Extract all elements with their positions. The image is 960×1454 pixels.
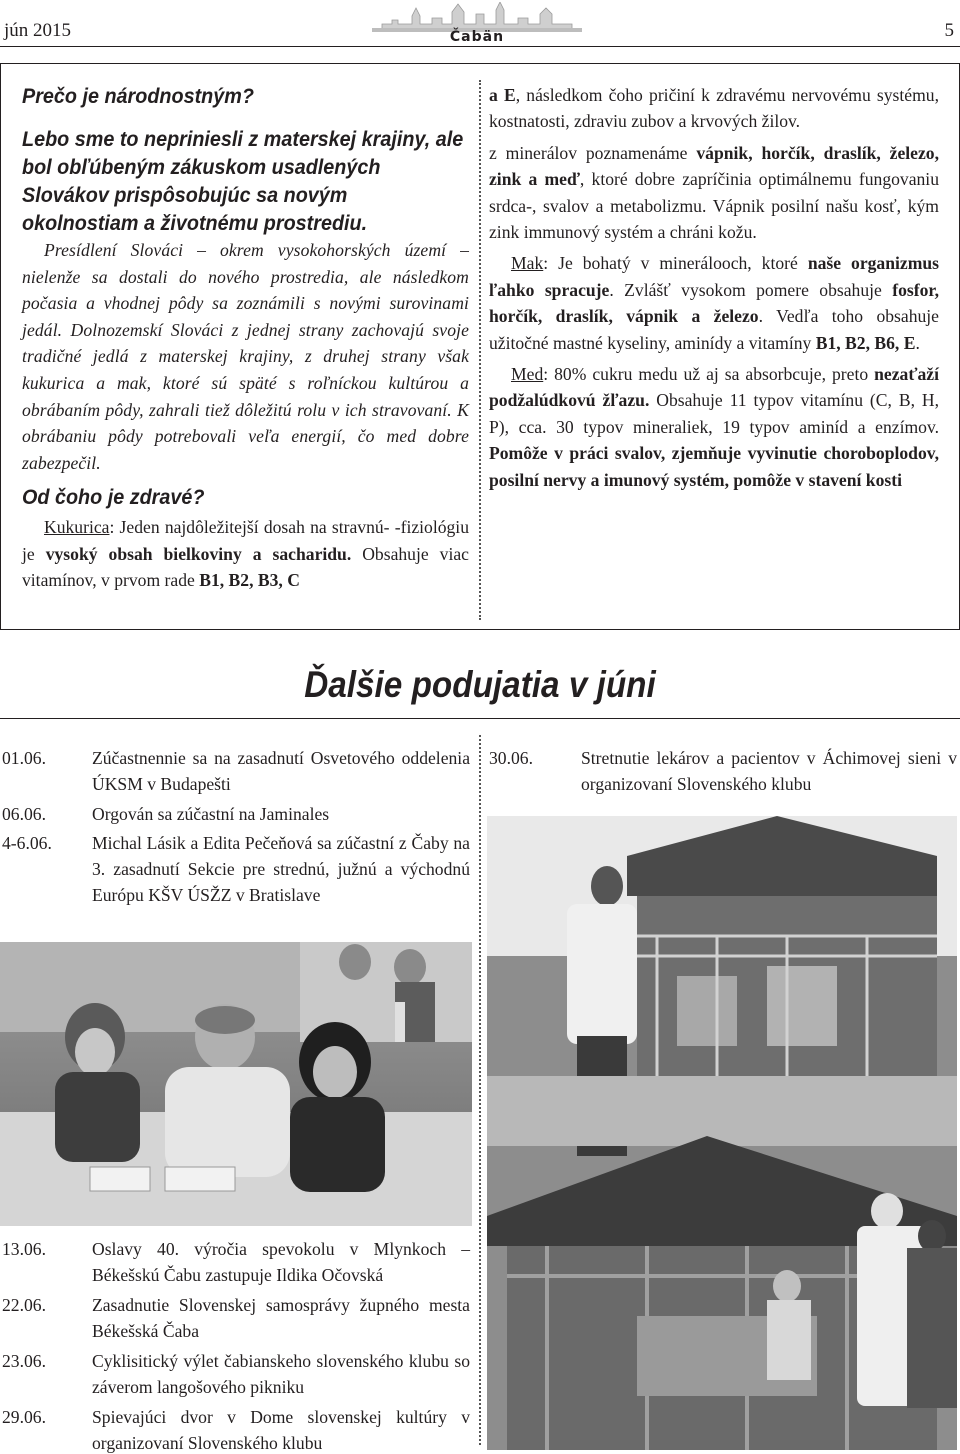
med-paragraph: Med: 80% cukru medu už aj sa absorbcuje, preto nezaťaží podžalúdkovú žľazu. Obsahuje 11 typov vitamínu (C, B, H, P), cca. 30 typov mineraliek, 19 typov aminíd a enzímov. Pomôže v práci svalov, zjemňuje vyvinutie choroboplodov, posilní nervy a imunový systém, pomôže v stavení kosti	[489, 364, 939, 490]
article-left-column	[22, 82, 469, 594]
event-item	[2, 801, 472, 827]
event-item	[2, 1348, 472, 1400]
masthead-logo	[372, 2, 582, 46]
column-divider	[479, 80, 481, 620]
issue-date: jún 2015	[4, 20, 72, 41]
minerals-paragraph: z minerálov poznamenáme vápnik, horčík, draslík, železo, zink a meď, ktoré dobre zapríčinia optimálnemu fungovaniu srdca-, svalov a metabolizmu. Vápnik posilní našu kosť, kým zink immunový systém a chráni kožu.	[489, 142, 939, 243]
event-date: 29.06.	[2, 1407, 46, 1427]
event-item	[2, 1292, 472, 1344]
event-item	[2, 1404, 472, 1452]
mak-label: Mak	[511, 253, 544, 274]
heading-healthy: Od čoho je zdravé?	[22, 485, 205, 510]
med-label: Med	[511, 364, 544, 385]
page-number: 5	[944, 20, 954, 41]
event-item	[2, 830, 472, 934]
event-date: 30.06.	[489, 748, 533, 768]
vitamin-list: B1, B2, B3, C	[199, 570, 300, 591]
heading-why: Prečo je národnostným?	[22, 84, 254, 108]
kukurica-label: Kukurica	[44, 517, 110, 538]
event-item	[489, 745, 957, 797]
event-text: Zasadnutie Slovenskej samosprávy župného mesta Békešská Čaba	[92, 1295, 470, 1341]
event-date: 22.06.	[2, 1295, 46, 1315]
masthead-title: Čabän	[449, 29, 505, 45]
section-rule	[0, 718, 960, 719]
gazebo-photo	[487, 816, 957, 1450]
event-item	[2, 1236, 472, 1288]
article-right-column	[489, 82, 939, 498]
event-text: Orgován sa zúčastní na Jaminales	[92, 804, 330, 824]
event-date: 13.06.	[2, 1239, 46, 1259]
events-section-title: Ďalšie podujatia v júni	[304, 664, 656, 705]
lead-paragraph: Lebo sme to nepriniesli z materskej krajiny, ale bol obľúbeným zákuskom usadlených Slovákov prispôsobujúc sa novým okolnostiam a životnému prostrediu.	[22, 127, 464, 235]
town-skyline-icon	[372, 2, 582, 32]
event-text: Oslavy 40. výročia spevokolu v Mlynkoch – Békešskú Čabu zastupuje Ildika Očovská	[92, 1239, 470, 1285]
mak-paragraph: Mak: Je bohatý v minerálooch, ktoré naše organizmus ľahko spracuje. Zvlášť vysokom pomere obsahuje fosfor, horčík, draslík, vápnik a železo. Vedľa toho obsahuje užitočné mastné kyseliny, aminídy a vitamíny B1, B2, B6, E.	[489, 253, 940, 353]
event-text: Stretnutie lekárov a pacientov v Áchimovej sieni v organizovaní Slovenského klubu	[581, 748, 957, 794]
event-date: 23.06.	[2, 1351, 46, 1371]
event-text: Michal Lásik a Edita Pečeňová sa zúčastní z Čaby na 3. zasadnutí Sekcie pre strednú, južnú a východnú Európu KŠV ÚSŽZ v Bratislave	[92, 833, 470, 905]
italic-paragraph: Presídlení Slováci – okrem vysokohorských území – nielenže sa dostali do nového prostredia, ale následkom počasia a vhodnej pôdy sa zoznámili s novými surovinami jedál. Dolnozemskí Slováci z jednej strany zachovajú svoje tradičné jedlá z materskej krajiny, z druhej strany však kukurica a mak, ktoré sú späté s roľníckou kultúrou a obrábaním pôdy, zahrali tiež dôležitú rolu v ich stravovaní. K obrábaniu pôdy potrebovali veľa energií, čo med dobre zabezpečil.	[22, 240, 469, 473]
event-date: 4-6.06.	[2, 833, 52, 853]
event-text: Zúčastnennie sa na zasadnutí Osvetového oddelenia ÚKSM v Budapešti	[92, 748, 470, 794]
event-date: 01.06.	[2, 748, 46, 768]
event-text: Cyklisitický výlet čabianskeho slovenského klubu so záverom langošového pikniku	[92, 1351, 470, 1397]
header-rule	[0, 46, 960, 47]
event-item	[2, 745, 472, 797]
events-column-divider	[479, 735, 481, 1445]
meeting-photo	[0, 942, 472, 1226]
kukurica-paragraph: Kukurica: Jeden najdôležitejší dosah na stravnú- -fiziológiu je vysoký obsah bielkoviny a sacharidu. Obsahuje viac vitamínov, v prvom rade B1, B2, B3, C	[22, 517, 469, 591]
right-paragraph-1: a E, následkom čoho pričiní k zdravému nervovému systému, kostnatosti, zdraviu zubov a krvových žilov.	[489, 85, 939, 132]
event-text: Spievajúci dvor v Dome slovenskej kultúry v organizovaní Slovenského klubu	[92, 1407, 470, 1453]
event-date: 06.06.	[2, 804, 46, 824]
